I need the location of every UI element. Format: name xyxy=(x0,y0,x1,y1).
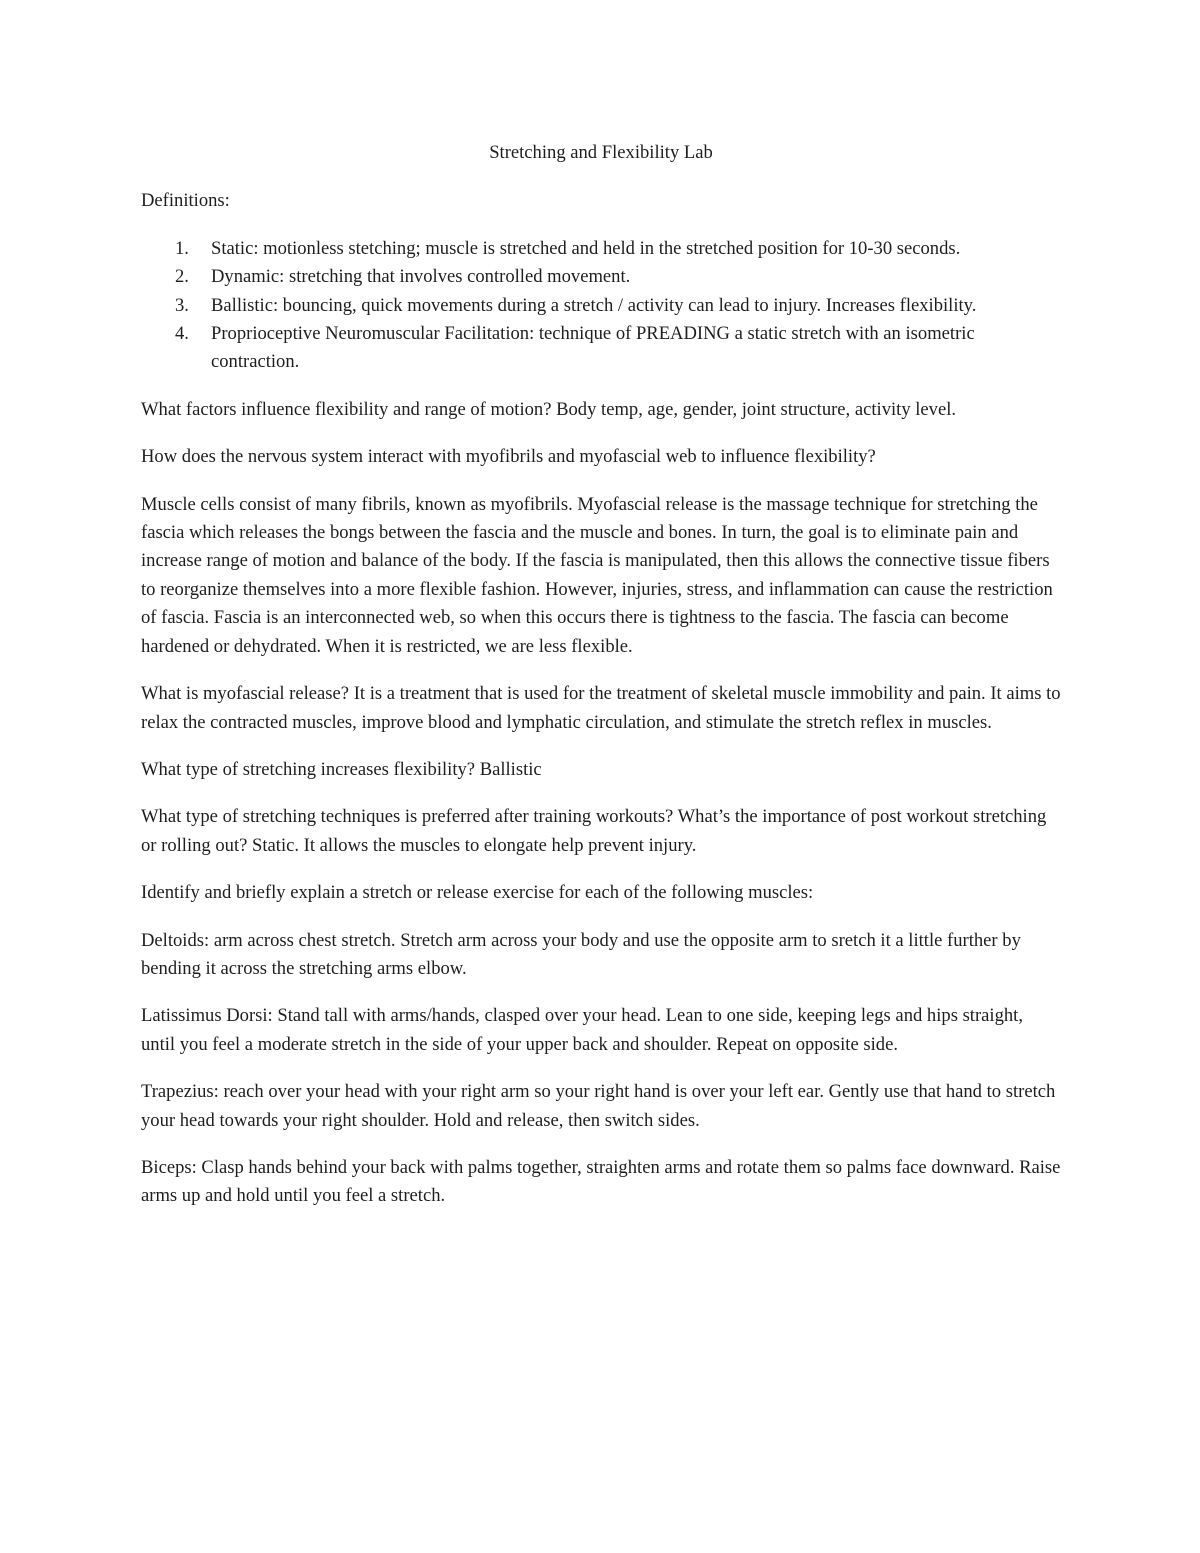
list-number: 4. xyxy=(175,323,189,345)
document-page xyxy=(141,139,1061,1230)
paragraph-latissimus-dorsi: Latissimus Dorsi: Stand tall with arms/hands, clasped over your head. Lean to one side, keeping legs and hips straight, until you feel a moderate stretch in the side of your upper back and shoulder. Repeat on opposite side. xyxy=(141,1005,1023,1055)
definition-text: Static: motionless stetching; muscle is stretched and held in the stretched position for 10-30 seconds. xyxy=(211,237,961,259)
definition-text: Ballistic: bouncing, quick movements during a stretch / activity can lead to injury. Increases flexibility. xyxy=(211,294,977,316)
paragraph-trapezius: Trapezius: reach over your head with your right arm so your right hand is over your left ear. Gently use that hand to stretch your head towards your right shoulder. Hold and release, then switch sides. xyxy=(141,1081,1056,1131)
paragraph-post-workout: What type of stretching techniques is preferred after training workouts? What’s the importance of post workout stretching or rolling out? Static. It allows the muscles to elongate help prevent injury. xyxy=(141,806,1047,856)
list-number: 2. xyxy=(175,266,189,288)
definitions-list xyxy=(141,235,1061,377)
paragraph-nervous-system-question: How does the nervous system interact with myofibrils and myofascial web to influence flexibility? xyxy=(141,446,876,468)
paragraph-identify-prompt: Identify and briefly explain a stretch or release exercise for each of the following muscles: xyxy=(141,882,814,904)
paragraph-myofascial-release: What is myofascial release? It is a treatment that is used for the treatment of skeletal muscle immobility and pain. It aims to relax the contracted muscles, improve blood and lymphatic circulation, and stimulate the stretch reflex in muscles. xyxy=(141,683,1061,733)
paragraph-factors: What factors influence flexibility and range of motion? Body temp, age, gender, joint structure, activity level. xyxy=(141,398,957,420)
definition-text: Dynamic: stretching that involves controlled movement. xyxy=(211,266,631,288)
list-number: 1. xyxy=(175,237,189,259)
paragraph-deltoids: Deltoids: arm across chest stretch. Stretch arm across your body and use the opposite arm to sretch it a little further by bending it across the stretching arms elbow. xyxy=(141,929,1021,979)
list-number: 3. xyxy=(175,294,189,316)
definition-item xyxy=(141,320,1061,377)
definition-item xyxy=(141,263,1061,291)
document-title: Stretching and Flexibility Lab xyxy=(489,142,713,163)
definition-item xyxy=(141,235,1061,263)
definition-text: Proprioceptive Neuromuscular Facilitation: technique of PREADING a static stretch with an isometric contraction. xyxy=(211,323,975,373)
definitions-heading: Definitions: xyxy=(141,190,230,212)
paragraph-biceps: Biceps: Clasp hands behind your back with palms together, straighten arms and rotate them so palms face downward. Raise arms up and hold until you feel a stretch. xyxy=(141,1156,1061,1207)
definition-item xyxy=(141,292,1061,320)
paragraph-muscle-cells: Muscle cells consist of many fibrils, known as myofibrils. Myofascial release is the massage technique for stretching the fascia which releases the bongs between the fascia and the muscle and bones. In turn, the goal is to eliminate pain and increase range of motion and balance of the body. If the fascia is manipulated, then this allows the connective tissue fibers to reorganize themselves into a more flexible fashion. However, injuries, stress, and inflammation can cause the restriction of fascia. Fascia is an interconnected web, so when this occurs there is tightness to the fascia. The fascia can become hardened or dehydrated. When it is restricted, we are less flexible. xyxy=(141,493,1053,657)
paragraph-stretching-flexibility: What type of stretching increases flexibility? Ballistic xyxy=(141,758,542,780)
